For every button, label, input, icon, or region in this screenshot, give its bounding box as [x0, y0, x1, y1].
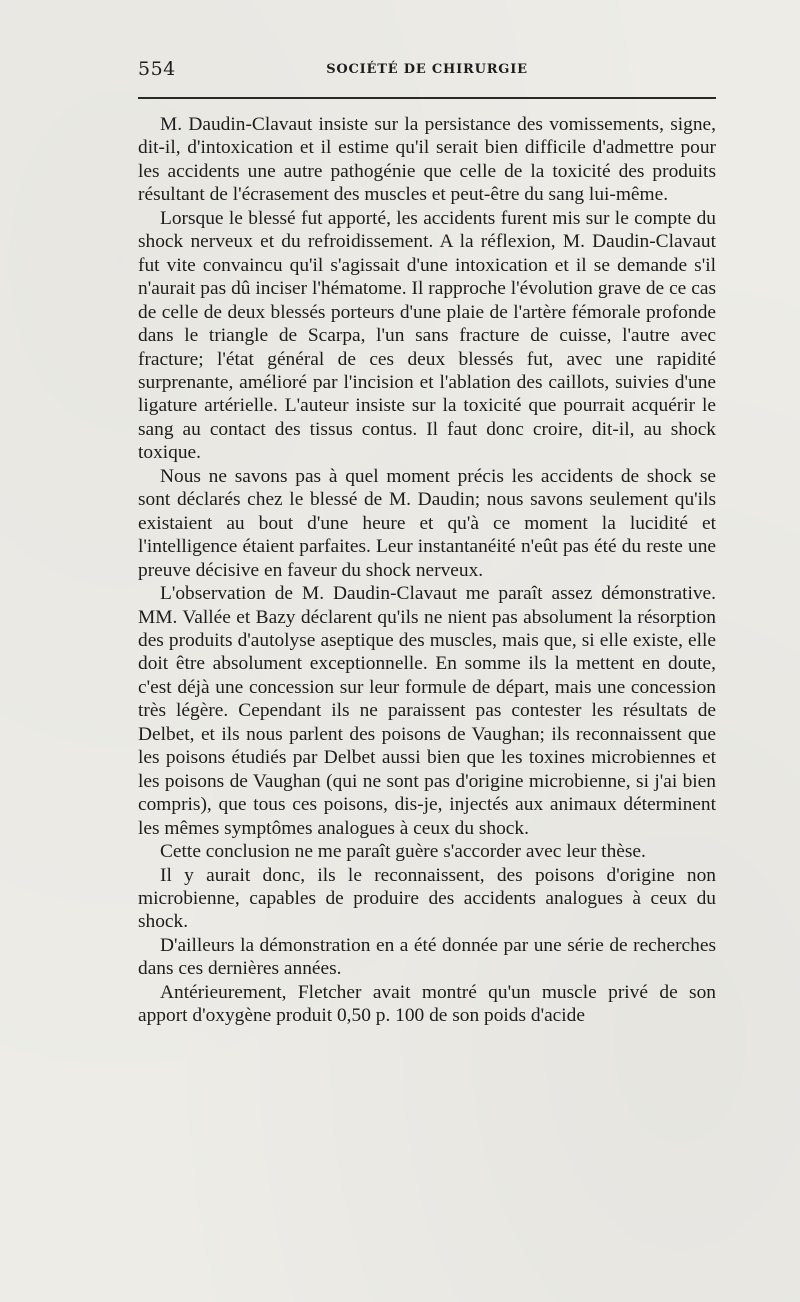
paragraph: Cette conclusion ne me paraît guère s'accorder avec leur thèse. — [160, 841, 646, 863]
header-rule — [138, 97, 716, 99]
paragraph: D'ailleurs la démonstration en a été donnée par une série de recherches dans ces dernières années. — [138, 934, 716, 980]
paragraph: L'observation de M. Daudin-Clavaut me paraît assez démonstrative. MM. Vallée et Bazy déclarent qu'ils ne nient pas absolument la résorption des produits d'autolyse aseptique des muscles, mais que, si elle existe, elle doit être absolument exceptionnelle. En somme ils la mettent en doute, c'est déjà une concession sur leur formule de départ, mais une concession très légère. Cependant ils ne paraissent pas contester les résultats de Delbet, et ils nous parlent des poisons de Vaughan; ils reconnaissent que les poisons étudiés par Delbet aussi bien que les toxines microbiennes et les poisons de Vaughan (qui ne sont pas d'origine microbienne, si j'ai bien compris), que tous ces poisons, dis-je, injectés aux animaux déterminent les mêmes symptômes analogues à ceux du shock. — [138, 583, 716, 839]
body-text — [138, 113, 716, 1028]
running-head: SOCIÉTÉ DE CHIRURGIE — [326, 62, 528, 77]
page-header — [138, 58, 716, 84]
paragraph: Antérieurement, Fletcher avait montré qu'un muscle privé de son apport d'oxygène produit 0,50 p. 100 de son poids d'acide — [138, 981, 716, 1027]
paragraph: M. Daudin-Clavaut insiste sur la persistance des vomissements, signe, dit-il, d'intoxication et il estime qu'il serait bien difficile d'admettre pour les accidents une autre pathogénie que celle de la toxicité des produits résultant de l'écrasement des muscles et peut-être du sang lui-même. — [138, 114, 716, 206]
paragraph: Nous ne savons pas à quel moment précis les accidents de shock se sont déclarés chez le blessé de M. Daudin; nous savons seulement qu'ils existaient au bout d'une heure et qu'à ce moment la lucidité et l'intelligence étaient parfaites. Leur instantanéité n'eût pas été du reste une preuve décisive en faveur du shock nerveux. — [138, 465, 716, 581]
paragraph: Lorsque le blessé fut apporté, les accidents furent mis sur le compte du shock nerveux et du refroidissement. A la réflexion, M. Daudin-Clavaut fut vite convaincu qu'il s'agissait d'une intoxication et il se demande s'il n'aurait pas dû inciser l'hématome. Il rapproche l'évolution grave de ce cas de celle de deux blessés porteurs d'une plaie de l'artère fémorale profonde dans le triangle de Scarpa, l'un sans fracture de cuisse, l'autre avec fracture; l'état général de ces deux blessés fut, avec une rapidité surprenante, amélioré par l'incision et l'ablation des caillots, suivies d'une ligature artérielle. L'auteur insiste sur la toxicité que pourrait acquérir le sang au contact des tissus contus. Il faut donc croire, dit-il, au shock toxique. — [138, 207, 716, 464]
paragraph: Il y aurait donc, ils le reconnaissent, des poisons d'origine non microbienne, capables de produire des accidents analogues à ceux du shock. — [138, 864, 716, 933]
page-number: 554 — [138, 58, 176, 80]
